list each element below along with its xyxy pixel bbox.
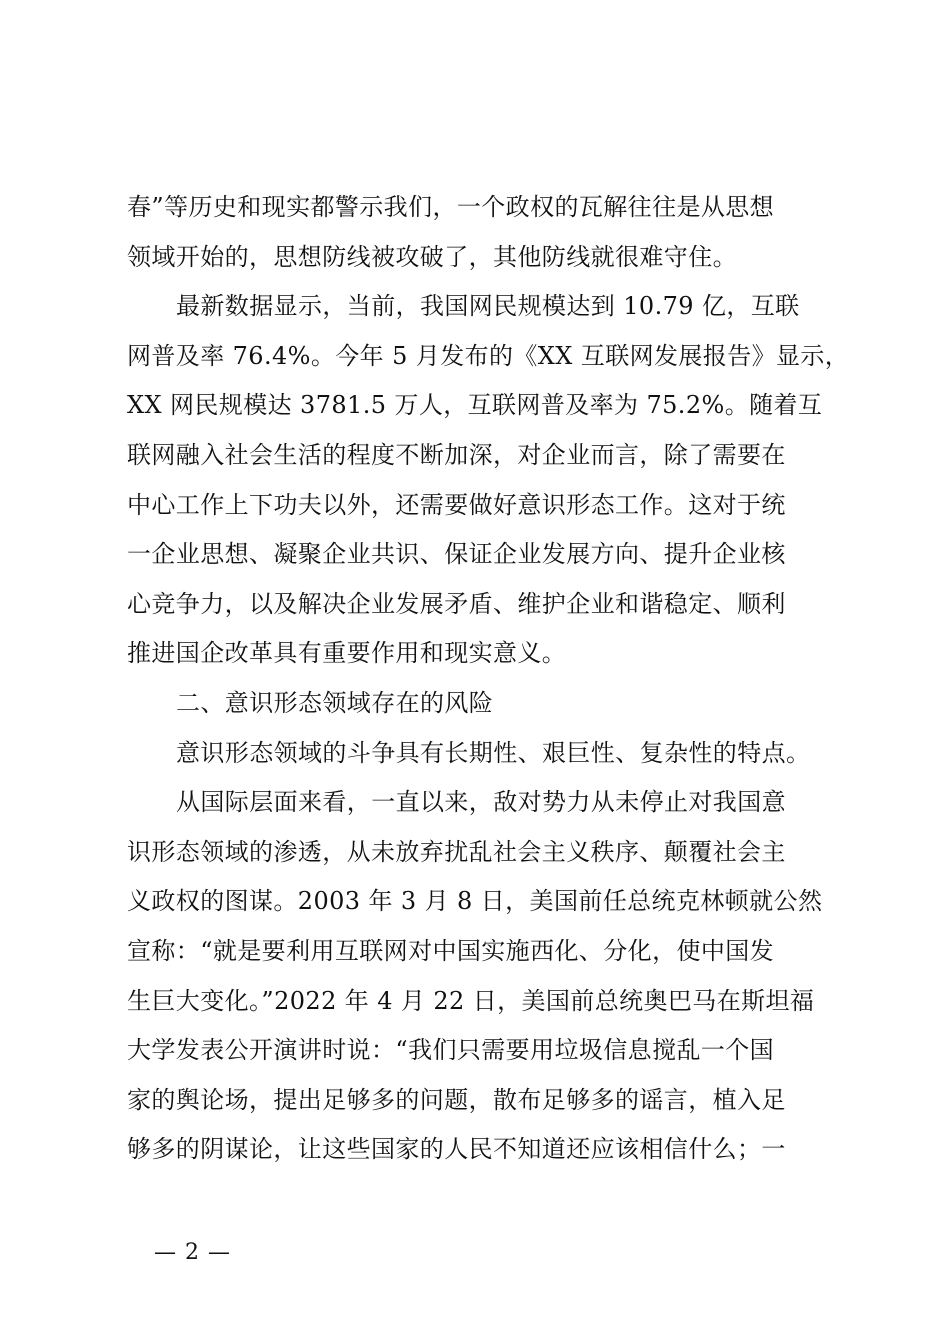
paragraph-line: 最新数据显示，当前，我国网民规模达到 10.79 亿，互联 xyxy=(176,292,800,321)
paragraph-line: 中心工作上下功夫以外，还需要做好意识形态工作。这对于统 xyxy=(127,490,786,519)
paragraph-line: 大学发表公开演讲时说：“我们只需要用垃圾信息搅乱一个国 xyxy=(127,1036,775,1065)
section-heading: 二、意识形态领域存在的风险 xyxy=(176,688,494,717)
paragraph-line: 心竞争力，以及解决企业发展矛盾、维护企业和谐稳定、顺利 xyxy=(127,589,786,618)
paragraph-line: 领域开始的，思想防线被攻破了，其他防线就很难守住。 xyxy=(127,242,737,271)
paragraph-line: 宣称：“就是要利用互联网对中国实施西化、分化，使中国发 xyxy=(127,936,775,965)
paragraph-line: 一企业思想、凝聚企业共识、保证企业发展方向、提升企业核 xyxy=(127,540,786,569)
paragraph-line: 生巨大变化。”2022 年 4 月 22 日，美国前总统奥巴马在斯坦福 xyxy=(127,986,815,1015)
paragraph-line: 意识形态领域的斗争具有长期性、艰巨性、复杂性的特点。 xyxy=(176,738,811,767)
body-text xyxy=(127,183,850,1175)
paragraph-line: 网普及率 76.4%。今年 5 月发布的《XX 互联网发展报告》显示， xyxy=(127,341,850,370)
paragraph-line: 联网融入社会生活的程度不断加深，对企业而言，除了需要在 xyxy=(127,440,786,469)
paragraph-line: 识形态领域的渗透，从未放弃扰乱社会主义秩序、颠覆社会主 xyxy=(127,837,786,866)
paragraph-line: 推进国企改革具有重要作用和现实意义。 xyxy=(127,639,567,668)
paragraph-line: 家的舆论场，提出足够多的问题，散布足够多的谣言，植入足 xyxy=(127,1085,786,1114)
paragraph-line: 义政权的图谋。2003 年 3 月 8 日，美国前任总统克林顿就公然 xyxy=(127,887,823,916)
page-number: — 2 — xyxy=(154,1240,231,1265)
paragraph-line: XX 网民规模达 3781.5 万人，互联网普及率为 75.2%。随着互 xyxy=(127,391,823,420)
paragraph-line: 春”等历史和现实都警示我们，一个政权的瓦解往往是从思想 xyxy=(127,193,775,221)
paragraph-line: 够多的阴谋论，让这些国家的人民不知道还应该相信什么；一 xyxy=(127,1135,786,1164)
paragraph-line: 从国际层面来看，一直以来，敌对势力从未停止对我国意 xyxy=(176,788,786,817)
